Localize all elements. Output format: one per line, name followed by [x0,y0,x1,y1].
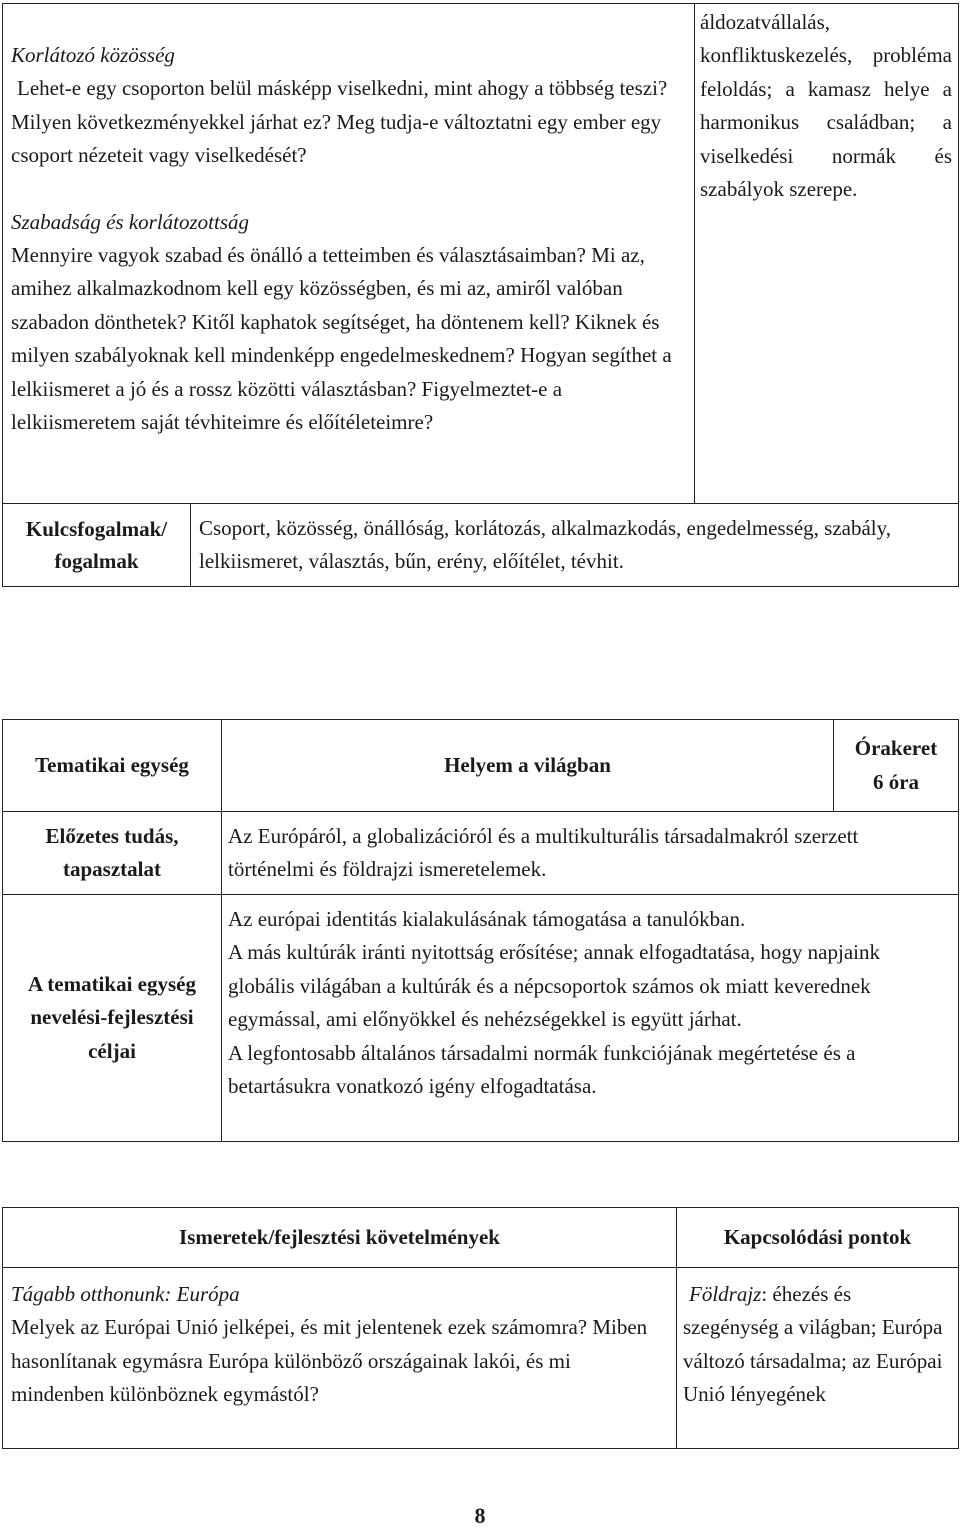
connections-header: Kapcsolódási pontok [723,1224,912,1249]
connections-subject: Földrajz [689,1282,762,1306]
key-concepts-text: Csoport, közösség, önállóság, korlátozás, alkalmazkodás, engedelmesség, szabály, lelkiismeret, választás, bűn, erény, előítélet, tévhit. [199,515,892,573]
section-title-freedom: Szabadság és korlátozottság [11,209,250,234]
table-topics [2,3,959,587]
requirements-title: Tágabb otthonunk: Európa [11,1282,240,1306]
goals-label: A tematikai egység nevelési-fejlesztési céljai [28,971,196,1063]
unit-title: Helyem a világban [444,752,611,777]
requirements-cell [3,1268,677,1449]
table-unit [2,719,959,1142]
goals-cell [222,895,959,1142]
unit-label-cell [3,720,222,812]
requirements-header: Ismeretek/fejlesztési követelmények [179,1224,500,1249]
unit-title-cell [222,720,834,812]
prior-knowledge-text: Az Európáról, a globalizációról és a multikulturális társadalmakról szerzett történelmi és földrajzi ismeretelemek. [228,823,859,881]
topics-cell [3,4,695,504]
hours-cell [834,720,959,812]
unit-label: Tematikai egység [35,752,189,777]
section-text-freedom: Mennyire vagyok szabad és önálló a tetteimben és választásaimban? Mi az, amihez alkalmazkodnom kell egy közösségben, és mi az, amiről valóban szabadon dönthetek? Kitől kaphatok segítséget, ha döntenem kell? Kiknek és milyen szabályoknak kell mindenképp engedelmeskednem? Hogyan segíthet a lelkiismeret a jó és a rossz közötti választásban? Figyelmeztet-e a lelkiismeretem saját tévhiteimre és előítéleteimre? [11,243,672,435]
connections-header-cell [677,1208,959,1268]
connections-text [677,1268,958,1412]
goals-label-cell [3,895,222,1142]
goal-line: A más kultúrák iránti nyitottság erősítése; annak elfogadtatása, hogy napjaink globális világában a kultúrák és a népcsoportok számos ok miatt keverednek egymással, ami előnyökkel és nehézségekkel is együtt járhat. [228,940,880,1032]
section-title-restrictive-community: Korlátozó közösség [11,43,175,67]
requirements-header-cell [3,1208,677,1268]
topics-right-text: áldozatvállalás, konfliktuskezelés, probléma feloldás; a kamasz helye a harmonikus családban; a viselkedési normák és szabályok szerepe. [700,10,952,202]
goal-line: Az európai identitás kialakulásának támogatása a tanulókban. [228,907,746,931]
prior-knowledge-label: Előzetes tudás, tapasztalat [45,823,179,881]
topics-right-cell [695,4,959,504]
page-number: 8 [474,1503,486,1528]
goal-line: A legfontosabb általános társadalmi normák funkciójának megértetése és a betartásukra vonatkozó igény elfogadtatása. [228,1040,856,1099]
hours-label: Órakeret [854,736,938,761]
connections-cell [677,1268,959,1449]
key-concepts-cell [191,504,959,587]
table-requirements [2,1207,959,1449]
section-text-restrictive-community: Lehet-e egy csoporton belül másképp viselkedni, mint ahogy a többség teszi? Milyen következményekkel járhat ez? Meg tudja-e változtatni egy ember egy csoport nézeteit vagy viselkedését? [11,76,668,168]
connections-body: : éhezés és szegénység a világban; Európa változó társadalma; az Európai Unió lényegének [683,1282,943,1407]
key-concepts-label: Kulcsfogalmak/ fogalmak [25,517,168,573]
prior-knowledge-label-cell [3,812,222,895]
key-concepts-label-cell [3,504,191,587]
hours-value: 6 óra [872,769,920,794]
requirements-text: Melyek az Európai Unió jelképei, és mit jelentenek ezek számomra? Miben hasonlítanak egymásra Európa különböző országainak lakói, és mi mindenben különböznek egymástól? [11,1315,648,1407]
prior-knowledge-cell [222,812,959,895]
